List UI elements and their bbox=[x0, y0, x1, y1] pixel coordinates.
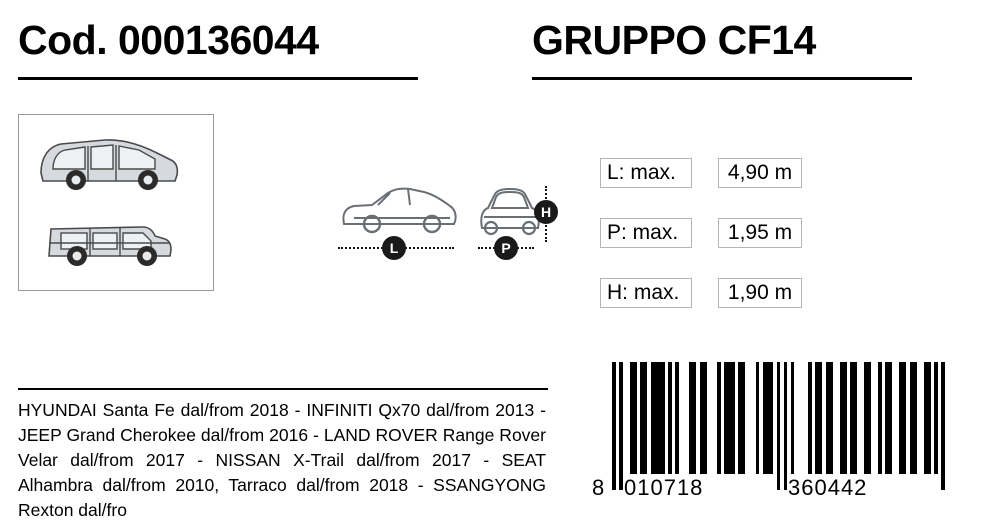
measure-row bbox=[600, 278, 940, 308]
minivan-side-icon bbox=[31, 133, 181, 199]
code-underline bbox=[18, 77, 418, 80]
group-code: GRUPPO CF14 bbox=[532, 17, 816, 63]
barcode bbox=[592, 362, 982, 512]
measure-label-depth: P: max. bbox=[600, 218, 692, 248]
vehicle-compatibility-text: HYUNDAI Santa Fe dal/from 2018 - INFINITI Qx70 dal/from 2013 - JEEP Grand Cherokee dal/from 2016 - LAND ROVER Range Rover Velar dal/from 2017 - NISSAN X-Trail dal/from 2017 - SEAT Alhambra dal/from 2010, Tarraco dal/from 2018 - SSANGYONG Rexton dal/fro bbox=[18, 400, 546, 520]
barcode-first-digit: 8 bbox=[592, 475, 606, 500]
measure-value-length: 4,90 m bbox=[718, 158, 802, 188]
suv-side-icon bbox=[37, 211, 177, 273]
measures-list bbox=[600, 158, 940, 338]
dimension-diagram bbox=[330, 178, 560, 268]
depth-badge: P bbox=[494, 236, 518, 260]
measure-value-height: 1,90 m bbox=[718, 278, 802, 308]
barcode-right-group: 360442 bbox=[788, 475, 868, 500]
measure-label-height: H: max. bbox=[600, 278, 692, 308]
measure-label-length: L: max. bbox=[600, 158, 692, 188]
product-code: Cod. 000136044 bbox=[18, 17, 319, 63]
barcode-digits bbox=[592, 474, 982, 502]
measure-value-depth: 1,95 m bbox=[718, 218, 802, 248]
barcode-bar bbox=[945, 362, 949, 474]
group-underline bbox=[532, 77, 912, 80]
car-front-icon bbox=[478, 184, 542, 240]
measure-row bbox=[600, 158, 940, 188]
measure-row bbox=[600, 218, 940, 248]
car-side-icon bbox=[338, 178, 460, 240]
barcode-bars bbox=[612, 362, 948, 490]
vehicle-type-box bbox=[18, 114, 214, 291]
header bbox=[0, 14, 1000, 74]
length-badge: L bbox=[382, 236, 406, 260]
barcode-left-group: 010718 bbox=[624, 475, 704, 500]
height-badge: H bbox=[534, 200, 558, 224]
section-divider bbox=[18, 388, 548, 390]
